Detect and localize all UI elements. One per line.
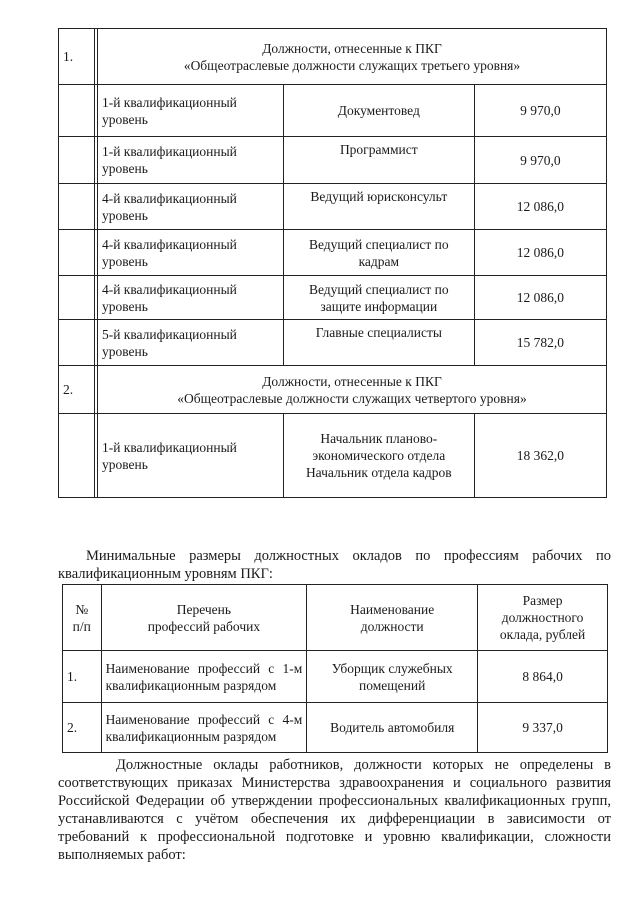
salary-value: 9 970,0 bbox=[474, 137, 606, 184]
position-name: Программист bbox=[284, 137, 475, 184]
table-row bbox=[59, 184, 607, 230]
group-title: Должности, отнесенные к ПКГ «Общеотраслевые должности служащих четвертого уровня» bbox=[97, 366, 606, 414]
header-salary: Размер должностного оклада, рублей bbox=[478, 585, 608, 651]
table-header-row bbox=[63, 585, 608, 651]
salary-value: 12 086,0 bbox=[474, 276, 606, 320]
table-row bbox=[63, 703, 608, 753]
row-number: 1. bbox=[63, 651, 102, 703]
salary-value: 12 086,0 bbox=[474, 230, 606, 276]
table-row bbox=[59, 85, 607, 137]
qualification-level: 1-й квалификационный уровень bbox=[97, 137, 283, 184]
position-name: Документовед bbox=[284, 85, 475, 137]
position-name: Ведущий специалист по кадрам bbox=[284, 230, 475, 276]
qualification-level: 4-й квалификационный уровень bbox=[97, 276, 283, 320]
salary-value: 12 086,0 bbox=[474, 184, 606, 230]
position-name: Ведущий специалист по защите информации bbox=[284, 276, 475, 320]
group-header-row bbox=[59, 29, 607, 85]
workers-intro-paragraph: Минимальные размеры должностных окладов по профессиям рабочих по квалификационным уровням ПКГ: bbox=[58, 548, 611, 582]
salary-table-workers bbox=[62, 584, 608, 753]
salary-value: 8 864,0 bbox=[478, 651, 608, 703]
group-title: Должности, отнесенные к ПКГ «Общеотраслевые должности служащих третьего уровня» bbox=[97, 29, 606, 85]
group-number: 1. bbox=[59, 29, 95, 85]
salary-value: 18 362,0 bbox=[474, 414, 606, 498]
group-header-row bbox=[59, 366, 607, 414]
qualification-level: 5-й квалификационный уровень bbox=[97, 320, 283, 366]
position-name: Главные специалисты bbox=[284, 320, 475, 366]
table-row bbox=[59, 320, 607, 366]
salary-rules-paragraph: Должностные оклады работников, должности которых не определены в соответствующих приказах Министерства здравоохранения и социального развития Российской Федерации об утверждении профессиональных квалификационных групп, устанавливаются с учётом обеспечения их дифференциации в зависимости от требований к профессиональной подготовке и уровню квалификации, сложности выполняемых работ: bbox=[58, 757, 611, 863]
position-name: Ведущий юрисконсульт bbox=[284, 184, 475, 230]
profession-name: Наименование профессий с 4-м квалификационным разрядом bbox=[101, 703, 307, 753]
table-row bbox=[59, 137, 607, 184]
position-name: Водитель автомобиля bbox=[307, 703, 478, 753]
salary-value: 15 782,0 bbox=[474, 320, 606, 366]
qualification-level: 1-й квалификационный уровень bbox=[97, 414, 283, 498]
profession-name: Наименование профессий с 1-м квалификационным разрядом bbox=[101, 651, 307, 703]
table-row bbox=[63, 651, 608, 703]
table-row bbox=[59, 276, 607, 320]
position-name: Начальник планово- экономического отдела Начальник отдела кадров bbox=[284, 414, 475, 498]
table-row bbox=[59, 230, 607, 276]
table-row bbox=[59, 414, 607, 498]
header-position: Наименование должности bbox=[307, 585, 478, 651]
salary-value: 9 970,0 bbox=[474, 85, 606, 137]
qualification-level: 4-й квалификационный уровень bbox=[97, 230, 283, 276]
header-professions: Перечень профессий рабочих bbox=[101, 585, 307, 651]
row-number: 2. bbox=[63, 703, 102, 753]
qualification-level: 1-й квалификационный уровень bbox=[97, 85, 283, 137]
group-number: 2. bbox=[59, 366, 95, 414]
salary-value: 9 337,0 bbox=[478, 703, 608, 753]
qualification-level: 4-й квалификационный уровень bbox=[97, 184, 283, 230]
salary-table-employees bbox=[58, 28, 607, 498]
position-name: Уборщик служебных помещений bbox=[307, 651, 478, 703]
header-num: № п/п bbox=[63, 585, 102, 651]
